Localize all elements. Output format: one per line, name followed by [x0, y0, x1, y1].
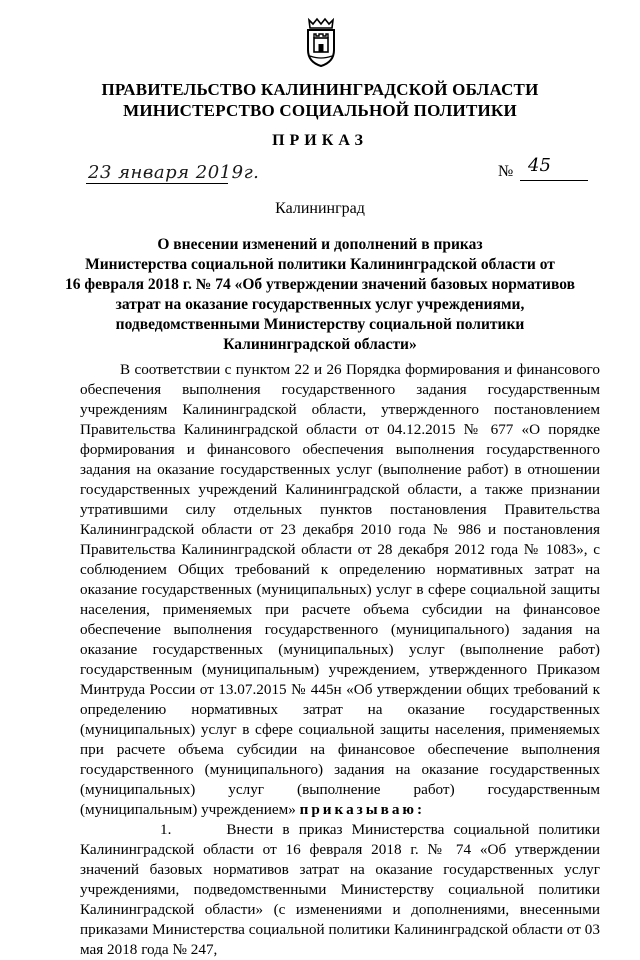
preamble-text: В соответствии с пунктом 22 и 26 Порядка формирования и финансового обеспечения выполнения государственного задания государственным учреждениям Калининградской области, утвержденного постановлением Правительства Калининградской области от 04.12.2015 № 677 «О порядке формирования и финансового обеспечения выполнения государственного задания на оказание государственных услуг (выполнение работ) в отношении государственных учреждений Калининградской области, а также признании утратившими силу отдельных пунктов постановления Правительства Калининградской области от 23 декабря 2010 года № 986 и постановления Правительства Калининградской области от 28 декабря 2012 года № 1083», с соблюдением Общих требований к определению нормативных затрат на оказание государственных (муниципальных) услуг в сфере социальной защиты населения, применяемых при расчете объема субсидии на финансовое обеспечение выполнения государственного (муниципального) задания на оказание государственных (муниципальных) услуг (выполнение работ) государственным (муниципальным) учреждением, утвержденного Приказом Минтруда России от 13.07.2015 № 445н «Об утверждении общих требований к определению нормативных затрат на оказание государственных (муниципальных) услуг в сфере социальной защиты населения, применяемых при расчете объема субсидии на финансовое обеспечение выполнения государственного (муниципального) задания на оказание государственных (муниципальных) услуг (выполнение работ) государственным (муниципальным) учреждением» [80, 361, 600, 818]
order-subject [60, 235, 580, 355]
order-word: приказываю: [299, 801, 426, 818]
document-type: ПРИКАЗ [272, 132, 368, 149]
city-name: Калининград [275, 200, 365, 217]
coat-of-arms-icon [303, 16, 339, 68]
subject-line: подведомственными Министерству социальной политики [115, 316, 525, 333]
number-underline [520, 180, 588, 181]
item-1-number: 1. [160, 821, 172, 838]
government-name: ПРАВИТЕЛЬСТВО КАЛИНИНГРАДСКОЙ ОБЛАСТИ [101, 80, 539, 99]
subject-line: 16 февраля 2018 г. № 74 «Об утверждении значений базовых нормативов [65, 276, 575, 293]
subject-line: Калининградской области» [223, 336, 417, 353]
subject-line: затрат на оказание государственных услуг учреждениями, [115, 296, 525, 313]
subject-line: О внесении изменений и дополнений в приказ [157, 236, 483, 253]
item-1-text: Внести в приказ Министерства социальной политики Калининградской области от 16 февраля 2018 г. № 74 «Об утверждении значений базовых нормативов затрат на оказание государственных услуг учреждениями, подведомственными Министерству социальной политики Калининградской области» (с изменениями и дополнениями, внесенными приказами Министерства социальной политики Калининградской области от 03 мая 2018 года № 247, [80, 821, 600, 958]
ministry-name: МИНИСТЕРСТВО СОЦИАЛЬНОЙ ПОЛИТИКИ [123, 101, 517, 120]
organization-header [0, 79, 640, 121]
handwritten-date: 23 января 2019г. [88, 162, 260, 183]
date-underline [86, 183, 228, 184]
item-1-paragraph [80, 820, 600, 960]
handwritten-number: 45 [528, 155, 551, 176]
number-label: № [498, 163, 514, 180]
preamble-paragraph [80, 360, 600, 820]
order-body [80, 360, 600, 960]
subject-line: Министерства социальной политики Калининградской области от [85, 256, 555, 273]
